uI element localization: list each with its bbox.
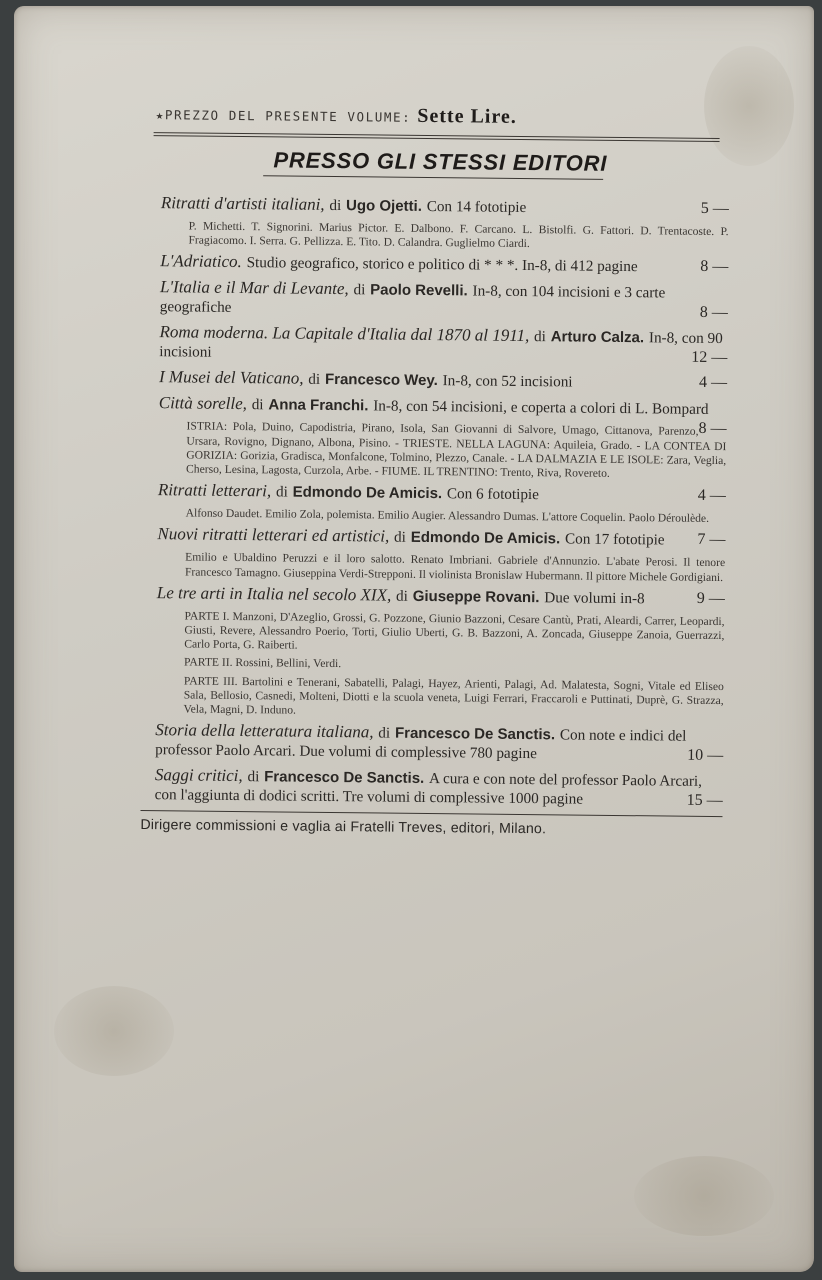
book-price: 9 —: [696, 589, 725, 607]
book-title: Roma moderna. La Capitale d'Italia dal 1870 al 1911,: [159, 322, 530, 346]
book-description: In-8, con 104 incisioni e 3 carte geografiche: [159, 282, 666, 317]
book-price: 10 —: [687, 746, 724, 765]
book-title: Le tre arti in Italia nel secolo XIX,: [156, 582, 392, 605]
publisher-footer: Dirigere commissioni e vaglia ai Fratelli Treves, editori, Milano.: [140, 810, 722, 839]
catalog-entry: [160, 278, 728, 323]
paper-stain: [634, 1156, 774, 1236]
book-author: Giuseppe Rovani.: [412, 587, 540, 606]
catalog-entry: [159, 368, 727, 394]
book-price: 8 —: [700, 258, 729, 276]
book-author: Ugo Ojetti.: [346, 197, 423, 215]
book-description: In-8, con 90 incisioni: [159, 329, 723, 362]
book-author: Edmondo De Amicis.: [292, 483, 443, 503]
book-price: 5 —: [700, 199, 729, 218]
book-contents: PARTE I. Manzoni, D'Azeglio, Grossi, G. Pozzone, Giunio Bazzoni, Cesare Cantù, Prati, Aleardi, Carrer, Leopardi, Giusti, Revere, Alessandro Poerio, Torti, Giulio Uberti, G. B. Bazzoni, A. Zoncada, Giuseppe Zanoia, Guerrazzi, Carlo Porta, G. Raiberti.: [184, 609, 725, 652]
catalog-entry: [155, 720, 723, 765]
book-contents: Alfonso Daudet. Emilio Zola, polemista. Emilio Augier. Alessandro Dumas. L'attore Coquelin. Paolo Déroulède.: [185, 506, 710, 526]
page-title: PRESSO GLI STESSI EDITORI: [273, 147, 608, 176]
book-price: 7 —: [697, 531, 726, 549]
book-price: 4 —: [697, 487, 726, 505]
book-contents: P. Michetti. T. Signorini. Marius Pictor. E. Dalbono. F. Carcano. L. Bistolfi. G. Fattori. D. Trentacoste. P. Fragiacomo. I. Serra. G. Pellizza. E. Tito. D. Calandra. Guglielmo Ciardi.: [188, 219, 729, 251]
book-author: Francesco De Sanctis.: [264, 768, 425, 788]
price-prefix: ★PREZZO DEL PRESENTE VOLUME:: [155, 107, 412, 125]
by-label: di: [393, 529, 406, 547]
page-content: [136, 96, 730, 839]
by-label: di: [251, 396, 264, 414]
book-title: I Musei del Vaticano,: [158, 367, 304, 389]
book-description: Con 14 fototipie: [426, 197, 527, 217]
book-author: Arturo Calza.: [550, 328, 645, 347]
book-title: Saggi critici,: [154, 765, 243, 786]
book-title: L'Italia e il Mar di Levante,: [159, 277, 349, 299]
book-author: Francesco De Sanctis.: [394, 724, 556, 744]
book-description: In-8, con 52 incisioni: [442, 372, 573, 391]
price-value: Sette Lire.: [417, 104, 517, 128]
book-author: Edmondo De Amicis.: [410, 529, 561, 548]
book-description: In-8, con 54 incisioni, e coperta a colori di L. Bompard: [373, 397, 709, 419]
catalog-entry: [161, 193, 729, 219]
by-label: di: [329, 196, 342, 215]
book-title: Nuovi ritratti letterari ed artistici,: [157, 524, 390, 547]
by-label: di: [378, 724, 391, 742]
book-author: Anna Franchi.: [268, 396, 369, 415]
book-description: A cura e con note del professor Paolo Arcari, con l'aggiunta di dodici scritti. Tre volumi di complessive 1000 pagine: [154, 770, 703, 808]
book-author: Paolo Revelli.: [370, 281, 468, 300]
catalog-entry: [158, 480, 726, 506]
book-contents: PARTE III. Bartolini e Tenerani, Sabatelli, Palagi, Hayez, Arienti, Palagi, Ad. Malatesta, Sogni, Vitale ed Eliseo Sala, Bellosio, Casnedi, Molteni, Diotti e la scuola veneta, Luigi Ferrari, Fraccaroli e Puttinati, Duprè, G. Strazza, Vela, Magni, D. Induno.: [183, 674, 724, 717]
book-back-cover: [14, 6, 814, 1272]
book-title: Ritratti letterari,: [157, 480, 272, 501]
catalog-entry: [155, 765, 723, 810]
book-description: Studio geografico, storico e politico di * * *. In-8, di 412 pagine: [246, 254, 638, 276]
book-price: 12 —: [691, 349, 728, 367]
by-label: di: [396, 587, 409, 605]
book-title: Ritratti d'artisti italiani,: [160, 193, 325, 214]
paper-stain: [54, 986, 174, 1076]
book-contents: ISTRIA: Pola, Duino, Capodistria, Pirano, Isola, San Giovanni di Salvore, Umago, Cittanova, Parenzo, Ursara, Rovigno, Dignano, Albona, Pisino. - TRIESTE. NELLA LAGUNA: Aquileia, Grado. - LA CONTEA DI GORIZIA: Gorizia, Gradisca, Monfalcone, Tolmino, Plezzo, Canale. - LA DALMAZIA E LE ISOLE: Zara, Veglia, Cherso, Lesina, Lagosta, Curzola, Arbe. - FIUME. IL TRENTINO: Trento, Riva, Rovereto.: [186, 419, 727, 480]
book-price: 8 —: [698, 420, 727, 438]
book-author: Francesco Wey.: [324, 371, 438, 390]
by-label: di: [353, 281, 366, 299]
by-label: di: [275, 483, 288, 501]
catalog-entry: [159, 323, 727, 368]
catalog-entry: [157, 583, 725, 609]
book-description: Con 6 fototipie: [446, 485, 540, 504]
catalog-entry: [158, 393, 727, 438]
book-title: L'Adriatico.: [160, 251, 242, 272]
by-label: di: [534, 328, 547, 346]
book-title: Storia della letteratura italiana,: [155, 720, 374, 742]
catalog-entry: [157, 525, 725, 551]
book-contents: PARTE II. Rossini, Bellini, Verdi.: [184, 655, 342, 671]
book-price: 8 —: [699, 304, 728, 322]
book-price: 4 —: [698, 374, 728, 392]
book-description: Con 17 fototipie: [564, 530, 665, 549]
catalog-entry: [160, 252, 728, 278]
by-label: di: [308, 371, 321, 389]
book-price: 15 —: [686, 791, 723, 810]
book-contents: Emilio e Ubaldino Peruzzi e il loro salotto. Renato Imbriani. Gabriele d'Annunzio. L'abate Perosi. Il tenore Francesco Tamagno. Giuseppina Verdi-Strepponi. Il violinista Bronislaw Hubermann. Il pittore Michele Gordigiani.: [184, 550, 726, 584]
price-notice: [144, 96, 730, 138]
book-description: Due volumi in-8: [544, 589, 645, 608]
book-title: Città sorelle,: [158, 393, 248, 414]
book-description: Con note e indici del professor Paolo Arcari. Due volumi di complessive 780 pagine: [155, 726, 687, 763]
by-label: di: [247, 768, 260, 786]
